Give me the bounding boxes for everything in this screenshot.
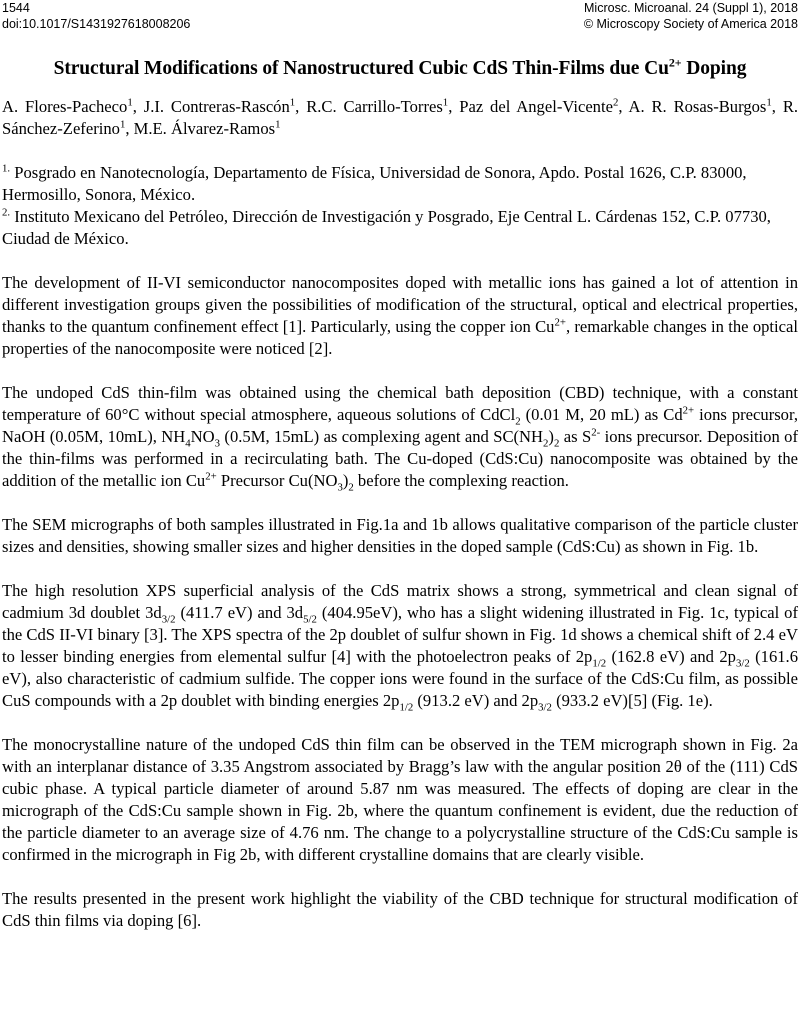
journal-citation: Microsc. Microanal. 24 (Suppl 1), 2018 — [584, 1, 798, 15]
copyright: © Microscopy Society of America 2018 — [583, 17, 798, 31]
affiliation-1: $^{1.}$ Posgrado en Nanotecnología, Departamento de Física, Universidad de Sonora, Apdo. Postal 1626, C.P. 83000, Hermosillo, Sonora, México. — [2, 162, 747, 204]
author: A. R. Rosas-Burgos$^1$, — [628, 96, 783, 116]
paragraph-xps: The high resolution XPS superficial analysis of the CdS matrix shows a strong, symmetrical and clean signal of cadmium 3d doublet $3d_{3/2}$ (411.7 eV) and $3d_{5/2}$ (404.95eV), who has a slight widening illustrated in Fig. 1c, typical of the CdS II-VI binary [3]. The XPS spectra of the 2p doublet of sulfur shown in Fig. 1d shows a chemical shift of 2.4 eV to lesser binding energies from elemental sulfur [4] with the photoelectron peaks of $2p_{1/2}$ (162.8 eV) and $2p_{3/2}$ (161.6 eV), also characteristic of cadmium sulfide. The copper ions were found in the surface of the CdS:Cu film, as possible CuS compounds with a 2p doublet with binding energies $2p_{1/2}$ (913.2 eV) and $2p_{3/2}$ (933.2 eV)[5] (Fig. 1e). — [2, 581, 798, 714]
running-header — [0, 0, 800, 40]
paragraph-synthesis: The undoped CdS thin-film was obtained using the chemical bath deposition (CBD) technique, with a constant temperature of 60°C without special atmosphere, aqueous solutions of CdCl$_2$ (0.01 M, 20 mL) as $Cd^{2+}$ ions precursor, NaOH (0.05M, 10mL), $NH_4NO_3$ (0.5M, 15mL) as complexing agent and $SC(NH_2)_2$ as $S^{2-}$ ions precursor. Deposition of the thin-films was performed in a recirculating bath. The Cu-doped (CdS:Cu) nanocomposite was obtained by the addition of the metallic ion $Cu^{2+}$ Precursor $Cu(NO_3)_2$ before the complexing reaction. — [2, 383, 798, 494]
page-number: 1544 — [2, 1, 30, 15]
affiliation-2: $^{2.}$ Instituto Mexicano del Petróleo, Dirección de Investigación y Posgrado, Eje Central L. Cárdenas 152, C.P. 07730, Ciudad de México. — [2, 206, 771, 248]
paper-body — [2, 96, 798, 954]
affiliations — [2, 162, 798, 250]
author: R.C. Carrillo-Torres$^1$, — [306, 96, 460, 116]
header-left — [2, 0, 190, 32]
doi: doi:10.1017/S1431927618008206 — [2, 17, 191, 31]
author-list — [2, 96, 798, 140]
paragraph-tem: The monocrystalline nature of the undoped CdS thin film can be observed in the TEM micrograph shown in Fig. 2a with an interplanar distance of 3.35 Angstrom associated by Bragg’s law with the angular position 2θ of the (111) CdS cubic phase. A typical particle diameter of around 5.87 nm was measured. The effects of doping are clear in the micrograph of the CdS:Cu sample shown in Fig. 2b, where the quantum confinement is evident, due the reduction of the particle diameter to an average size of 4.76 nm. The change to a polycrystalline structure of the CdS:Cu sample is confirmed in the micrograph in Fig 2b, with different crystalline domains that are clearly visible. — [2, 735, 798, 864]
title-end: Doping — [681, 58, 747, 79]
title-text: Structural Modifications of Nanostructured Cubic CdS Thin-Films due Cu — [53, 58, 669, 79]
author: J.I. Contreras-Rascón$^1$, — [143, 96, 307, 116]
author: Paz del Angel-Vicente$^2$, — [459, 96, 629, 116]
author: R. Sánchez-Zeferino$^1$, — [2, 97, 799, 138]
paragraph-sem: The SEM micrographs of both samples illustrated in Fig.1a and 1b allows qualitative comparison of the particle cluster sizes and densities, showing smaller sizes and higher densities in the doped sample (CdS:Cu) as shown in Fig. 1b. — [2, 515, 798, 556]
paragraph-introduction: The development of II-VI semiconductor nanocomposites doped with metallic ions has gained a lot of attention in different investigation groups given the possibilities of modification of the structural, optical and electrical properties, thanks to the quantum confinement effect [1]. Particularly, using the copper ion $Cu^{2+}$, remarkable changes in the optical properties of the nanocomposite were noticed [2]. — [2, 273, 798, 358]
header-right — [584, 0, 798, 32]
paper-title — [0, 55, 800, 80]
title-superscript: 2+ — [668, 55, 682, 70]
author: M.E. Álvarez-Ramos$^1$ — [133, 118, 281, 138]
author: A. Flores-Pacheco$^1$, — [2, 96, 144, 116]
paragraph-conclusion: The results presented in the present work highlight the viability of the CBD technique for structural modification of CdS thin films via doping [6]. — [2, 889, 798, 930]
